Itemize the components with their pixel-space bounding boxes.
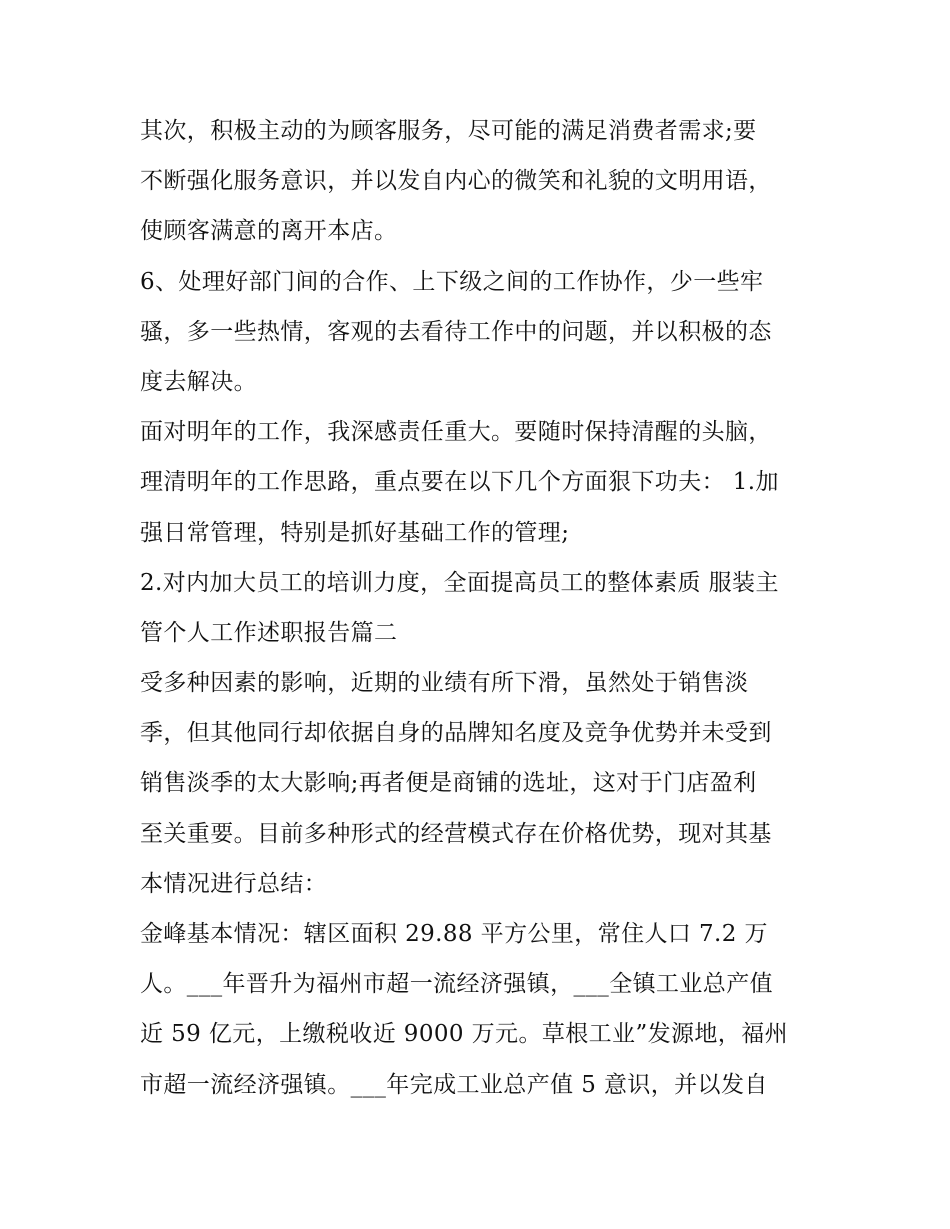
text-line: 至关重要。目前多种形式的经营模式存在价格优势，现对其基 [140,820,772,847]
text-line: 人。___年晋升为福州市超一流经济强镇，___全镇工业总产值 [140,971,773,998]
text-line: 不断强化服务意识，并以发自内心的微笑和礼貌的文明用语， [140,168,772,195]
text-line: 面对明年的工作，我深感责任重大。要随时保持清醒的头脑， [140,419,772,446]
text-line: 6、处理好部门间的合作、上下级之间的工作协作，少一些牢 [140,268,764,295]
text-line: 2.对内加大员工的培训力度，全面提高员工的整体素质 服装主 [140,569,779,596]
text-line: 骚，多一些热情，客观的去看待工作中的问题，并以积极的态 [140,318,772,345]
text-line: 金峰基本情况：辖区面积 29.88 平方公里，常住人口 7.2 万 [140,921,768,947]
text-line: 管个人工作述职报告篇二 [140,619,398,646]
text-line: 其次，积极主动的为顾客服务，尽可能的满足消费者需求;要 [140,118,757,144]
text-line: 受多种因素的影响，近期的业绩有所下滑，虽然处于销售淡 [140,670,749,697]
text-line: 本情况进行总结： [140,870,328,897]
text-line: 强日常管理，特别是抓好基础工作的管理; [140,519,570,546]
document-body [140,106,820,1110]
text-line: 市超一流经济强镇。___年完成工业总产值 5 意识，并以发自 [140,1071,768,1098]
text-line: 理清明年的工作思路，重点要在以下几个方面狠下功夫： 1.加 [140,469,779,496]
text-line: 使顾客满意的离开本店。 [140,218,398,245]
text-line: 季，但其他同行却依据自身的品牌知名度及竞争优势并未受到 [140,720,772,747]
text-line: 近 59 亿元，上缴税收近 9000 万元。草根工业”发源地，福州 [140,1021,789,1048]
text-line: 度去解决。 [140,368,257,395]
text-line: 销售淡季的太大影响;再者便是商铺的选址，这对于门店盈利 [140,770,757,797]
